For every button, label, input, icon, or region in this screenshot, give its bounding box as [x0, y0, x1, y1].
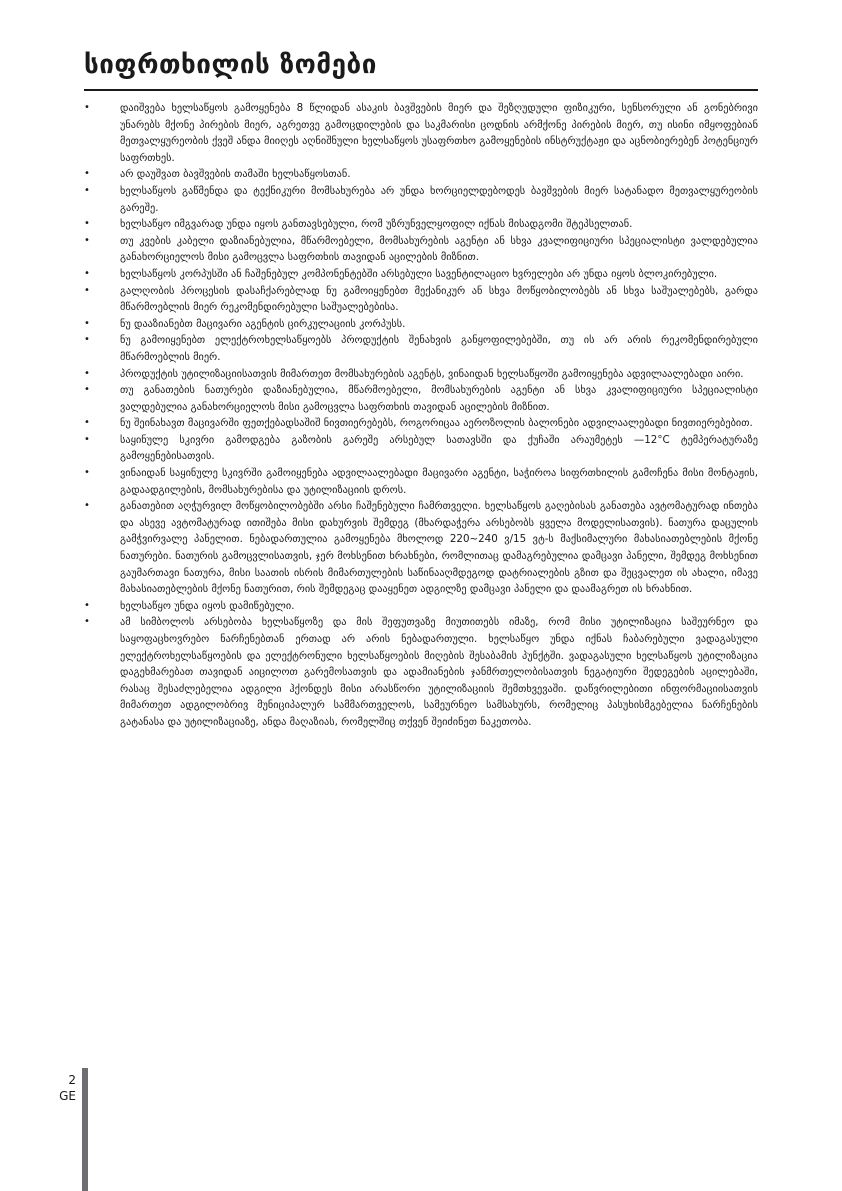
list-item-text: ნუ გამოიყენებთ ელექტროხელსაწყოებს პროდუქტის შენახვის განყოფილებებში, თუ ის არ არის რეკომენდირებული მწარმოებლის მიერ.	[120, 334, 758, 363]
list-item-text: ხელსაწყოს კორპუსში ან ჩაშენებულ კომპონენტებში არსებული სავენტილაციო ხვრელები არ უნდა იყოს ბლოკირებული.	[120, 267, 718, 280]
list-item	[84, 598, 758, 615]
list-item-text: გალღობის პროცესის დასაჩქარებლად ნუ გამოიყენებთ მექანიკურ ან სხვა მოწყობილობებს ან სხვა საშუალებებს, გარდა მწარმოებლის მიერ რეკომენდირებული საშუალებებისა.	[120, 284, 758, 314]
list-item	[84, 614, 758, 730]
bullet-icon: •	[84, 184, 90, 196]
bullet-icon: •	[84, 384, 90, 396]
list-item-text: ხელსაწყოს გაწმენდა და ტექნიკური მომსახურება არ უნდა ხორციელდებოდეს ბავშვების მიერ სატანადო მეთვალყურეობის გარეშე.	[120, 184, 758, 214]
bullet-icon: •	[84, 616, 90, 628]
list-item	[84, 415, 758, 432]
list-item	[84, 366, 758, 383]
bullet-icon: •	[84, 500, 90, 512]
list-item	[84, 183, 758, 216]
list-item	[84, 166, 758, 183]
list-item-text: დაიშვება ხელსაწყოს გამოყენება 8 წლიდან ასაკის ბავშვების მიერ და შეზღუდული ფიზიკური, სენსორული ან გონებრივი უნარებს მქონე პირების მიერ, აგრეთვე გამოცდილების და საკმარისი ცოდნის არმქონე პირების მიერ, თუ ისინი იმყოფებიან მეთვალყურეობის ქვეშ ანდა მიიღეს აღნიშნული ხელსაწყოს უსაფრთხო გამოყენების ინსტრუქტაჟი და აცნობიერებენ პოტენციურ საფრთხეს.	[120, 102, 758, 164]
list-item-text: ვინაიდან საყინულე სკივრში გამოიყენება ადვილაალებადი მაცივარი აგენტი, საჭიროა სიფრთხილის გამოჩენა მისი მონტაჟის, გადაადგილების, მომსახურებისა და უტილიზაციის დროს.	[120, 467, 758, 496]
list-item	[84, 100, 758, 166]
list-item-text: თუ კვების კაბელი დაზიანებულია, მწარმოებელი, მომსახურების აგენტი ან სხვა კვალიფიციური სპეციალისტი ვალდებულია განახორციელოს მისი გამოცვლა საფრთხის თავიდან აცილების მიზნით.	[120, 234, 758, 264]
bullet-icon: •	[84, 267, 90, 279]
page-number: 2	[68, 1073, 76, 1087]
bullet-icon: •	[84, 317, 90, 329]
bullet-icon: •	[84, 334, 90, 346]
list-item-text: საყინულე სკივრი გამოდგება გაზობის გარეშე არსებულ სათავსში და ქუჩაში არაუმეტეს —12°C ტემპერატურაზე გამოყენებისათვის.	[120, 433, 758, 463]
list-item	[84, 332, 758, 365]
list-item-text: არ დაუშვათ ბავშვების თამაში ხელსაწყოსთან.	[120, 168, 351, 181]
list-item-text: ამ სიმბოლოს არსებობა ხელსაწყოზე და მის შეფუთვაზე მიუთითებს იმაზე, რომ მისი უტილიზაცია საშეურნეო და საყოფაცხოვრებო ნარჩენებთან ერთად არ არის ნებადართული. ხელსაწყო უნდა იქნას ჩაბარებული ვადაგასული ელექტროხელსაწყოების და ელექტრონული ხელსაწყოების მიღების შესაბამის პუნქტში. ვადაგასული ხელსაწყოს უტილიზაცია დაგეხმარებათ თავიდან აიცილოთ გარემოსათვის და ადამიანების ჯანმრთელობისათვის ნეგატიური შედეგების აცილებაში, რასაც შესაძლებელია ადგილი ჰქონდეს მისი არასწორი უტილიზაციის შემთხვევაში. დაწვრილებითი ინფორმაციისათვის მიმართეთ ადგილობრივ მუნიციპალურ სამმართველოს, სამეურნეო სამსახურს, რომელიც პასუხისმგებელია ნარჩენების გატანასა და უტილიზაციაზე, ანდა მაღაზიას, რომელშიც თქვენ შეიძინეთ ნაკეთობა.	[120, 616, 758, 728]
list-item	[84, 465, 758, 498]
bullet-icon: •	[84, 234, 90, 246]
list-item	[84, 283, 758, 316]
bullet-icon: •	[84, 102, 90, 113]
list-item-text: პროდუქტის უტილიზაციისათვის მიმართეთ მომსახურების აგენტს, ვინაიდან ხელსაწყოში გამოიყენება ადვილაალებადი აირი.	[120, 367, 744, 380]
bullet-icon: •	[84, 218, 90, 230]
list-item	[84, 233, 758, 266]
list-item	[84, 382, 758, 415]
list-item-text: ნუ შეინახავთ მაცივარში ფეთქებადსაშიშ ნივთიერებებს, როგორიცაა აეროზოლის ბალონები ადვილაალებადი ნივთიერებებით.	[120, 417, 753, 430]
page-edge-bar	[82, 1068, 88, 1191]
bullet-icon: •	[84, 284, 90, 296]
list-item	[84, 266, 758, 283]
title-underline	[84, 89, 758, 91]
list-item-text: ნუ დააზიანებთ მაცივარი აგენტის ცირკულაციის კორპუსს.	[120, 317, 406, 330]
bullet-icon: •	[84, 417, 90, 429]
list-item-text: ხელსაწყო უნდა იყოს დამიწებული.	[120, 599, 295, 612]
list-item-text: ხელსაწყო იმგვარად უნდა იყოს განთავსებული, რომ უზრუნველყოფილ იქნას მისადგომი შტეპსელთან.	[120, 218, 633, 231]
list-item	[84, 216, 758, 233]
list-item-text: თუ განათების ნათურები დაზიანებულია, მწარმოებელი, მომსახურების აგენტი ან სხვა კვალიფიციური სპეციალისტი ვალდებულია განახორციელოს მისი გამოცვლა საფრთხის თავიდან აცილების მიზნით.	[120, 384, 758, 413]
list-item-text: განათებით აღჭურვილ მოწყობილობებში არსი ჩაშენებული ჩამრთველი. ხელსაწყოს გაღებისას განათება ავტომატურად ინთება და ასევე ავტომატურად ითიშება მისი დახურვის შემდეგ (მხარდაჭერა არსებობს ყველა მოდელისათვის). ნათურა დაცულის გამჭვირვალე პანელით. ნებადართულია გამოყენება მხოლოდ 220~240 ვ/15 ვტ-ს მაქსიმალური მახასიათებლების მქონე ნათურები. ნათურის გამოცვლისათვის, ჯერ მოხსენით ხრახნები, რომლითაც დამაგრებულია დამცავი პანელი, შემდეგ მოხსენით გაუმართავი ნათურა, მისი საათის ისრის მიმართულების საწინააღმდეგოდ დატრიალების გზით და შეცვალეთ ის ახალი, იმავე მახასიათებლების მქონე ნათურით, რის შემდეგაც დააყენეთ ადგილზე დამცავი პანელი და დაამაგრეთ ის ხრახნით.	[120, 500, 758, 596]
page-title: სიფრთხილის ზომები	[84, 50, 377, 80]
bullet-icon: •	[84, 367, 90, 379]
list-item	[84, 432, 758, 465]
list-item	[84, 316, 758, 333]
bullet-icon: •	[84, 168, 90, 180]
list-item	[84, 498, 758, 598]
precautions-list	[84, 100, 758, 731]
bullet-icon: •	[84, 467, 90, 479]
bullet-icon: •	[84, 599, 90, 611]
bullet-icon: •	[84, 433, 90, 445]
language-code: GE	[59, 1089, 76, 1103]
